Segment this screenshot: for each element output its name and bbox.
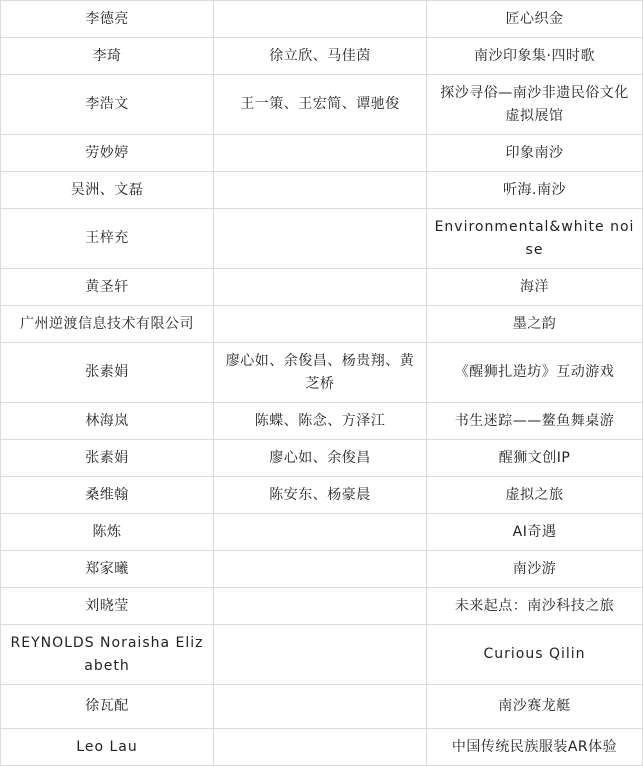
author-cell: 吴洲、文磊 bbox=[1, 172, 214, 209]
table-row bbox=[1, 440, 643, 477]
work-title-cell: 南沙印象集·四时歌 bbox=[427, 38, 643, 75]
table-row bbox=[1, 514, 643, 551]
table-row bbox=[1, 403, 643, 440]
collaborators-cell: 王一策、王宏简、谭驰俊 bbox=[214, 75, 427, 135]
author-cell: 张素娟 bbox=[1, 440, 214, 477]
author-cell: 李琦 bbox=[1, 38, 214, 75]
table-row bbox=[1, 685, 643, 729]
table-row bbox=[1, 588, 643, 625]
table-row bbox=[1, 38, 643, 75]
table-row bbox=[1, 75, 643, 135]
table-row bbox=[1, 1, 643, 38]
work-title-cell: 探沙寻俗—南沙非遗民俗文化虚拟展馆 bbox=[427, 75, 643, 135]
table-row bbox=[1, 477, 643, 514]
collaborators-cell bbox=[214, 514, 427, 551]
work-title-cell: 未来起点：南沙科技之旅 bbox=[427, 588, 643, 625]
work-title-cell: Curious Qilin bbox=[427, 625, 643, 685]
work-title-cell: 墨之韵 bbox=[427, 306, 643, 343]
table-row bbox=[1, 625, 643, 685]
collaborators-cell bbox=[214, 1, 427, 38]
work-title-cell: 匠心织金 bbox=[427, 1, 643, 38]
author-cell: 劳妙婷 bbox=[1, 135, 214, 172]
author-cell: 郑家曦 bbox=[1, 551, 214, 588]
collaborators-cell bbox=[214, 625, 427, 685]
collaborators-cell: 陈蝶、陈念、方泽江 bbox=[214, 403, 427, 440]
author-cell: Leo Lau bbox=[1, 729, 214, 766]
work-title-cell: AI奇遇 bbox=[427, 514, 643, 551]
author-cell: 李德亮 bbox=[1, 1, 214, 38]
table-row bbox=[1, 172, 643, 209]
work-title-cell: 听海.南沙 bbox=[427, 172, 643, 209]
work-title-cell: 书生迷踪——鳌鱼舞桌游 bbox=[427, 403, 643, 440]
author-cell: REYNOLDS Noraisha Elizabeth bbox=[1, 625, 214, 685]
collaborators-cell bbox=[214, 551, 427, 588]
author-cell: 桑维翰 bbox=[1, 477, 214, 514]
collaborators-cell: 廖心如、余俊昌 bbox=[214, 440, 427, 477]
author-cell: 黄圣轩 bbox=[1, 269, 214, 306]
author-cell: 李浩文 bbox=[1, 75, 214, 135]
collaborators-cell bbox=[214, 172, 427, 209]
collaborators-cell bbox=[214, 588, 427, 625]
table-row bbox=[1, 551, 643, 588]
collaborators-cell bbox=[214, 209, 427, 269]
author-cell: 广州逆渡信息技术有限公司 bbox=[1, 306, 214, 343]
collaborators-cell: 徐立欣、马佳茵 bbox=[214, 38, 427, 75]
collaborators-cell bbox=[214, 729, 427, 766]
work-title-cell: 南沙赛龙艇 bbox=[427, 685, 643, 729]
author-cell: 刘晓莹 bbox=[1, 588, 214, 625]
table-row bbox=[1, 729, 643, 766]
author-cell: 陈炼 bbox=[1, 514, 214, 551]
collaborators-cell: 陈安东、杨豪晨 bbox=[214, 477, 427, 514]
author-cell: 王梓充 bbox=[1, 209, 214, 269]
credits-table-body bbox=[1, 1, 643, 766]
collaborators-cell bbox=[214, 135, 427, 172]
work-title-cell: 《醒狮扎造坊》互动游戏 bbox=[427, 343, 643, 403]
collaborators-cell bbox=[214, 269, 427, 306]
author-cell: 徐瓦配 bbox=[1, 685, 214, 729]
work-title-cell: Environmental&white noise bbox=[427, 209, 643, 269]
collaborators-cell: 廖心如、余俊昌、杨贵翔、黄芝桥 bbox=[214, 343, 427, 403]
table-row bbox=[1, 306, 643, 343]
author-cell: 林海岚 bbox=[1, 403, 214, 440]
work-title-cell: 虚拟之旅 bbox=[427, 477, 643, 514]
table-row bbox=[1, 209, 643, 269]
work-title-cell: 南沙游 bbox=[427, 551, 643, 588]
collaborators-cell bbox=[214, 685, 427, 729]
work-title-cell: 印象南沙 bbox=[427, 135, 643, 172]
author-cell: 张素娟 bbox=[1, 343, 214, 403]
table-row bbox=[1, 343, 643, 403]
collaborators-cell bbox=[214, 306, 427, 343]
table-row bbox=[1, 269, 643, 306]
work-title-cell: 中国传统民族服装AR体验 bbox=[427, 729, 643, 766]
table-row bbox=[1, 135, 643, 172]
work-title-cell: 海洋 bbox=[427, 269, 643, 306]
work-title-cell: 醒狮文创IP bbox=[427, 440, 643, 477]
